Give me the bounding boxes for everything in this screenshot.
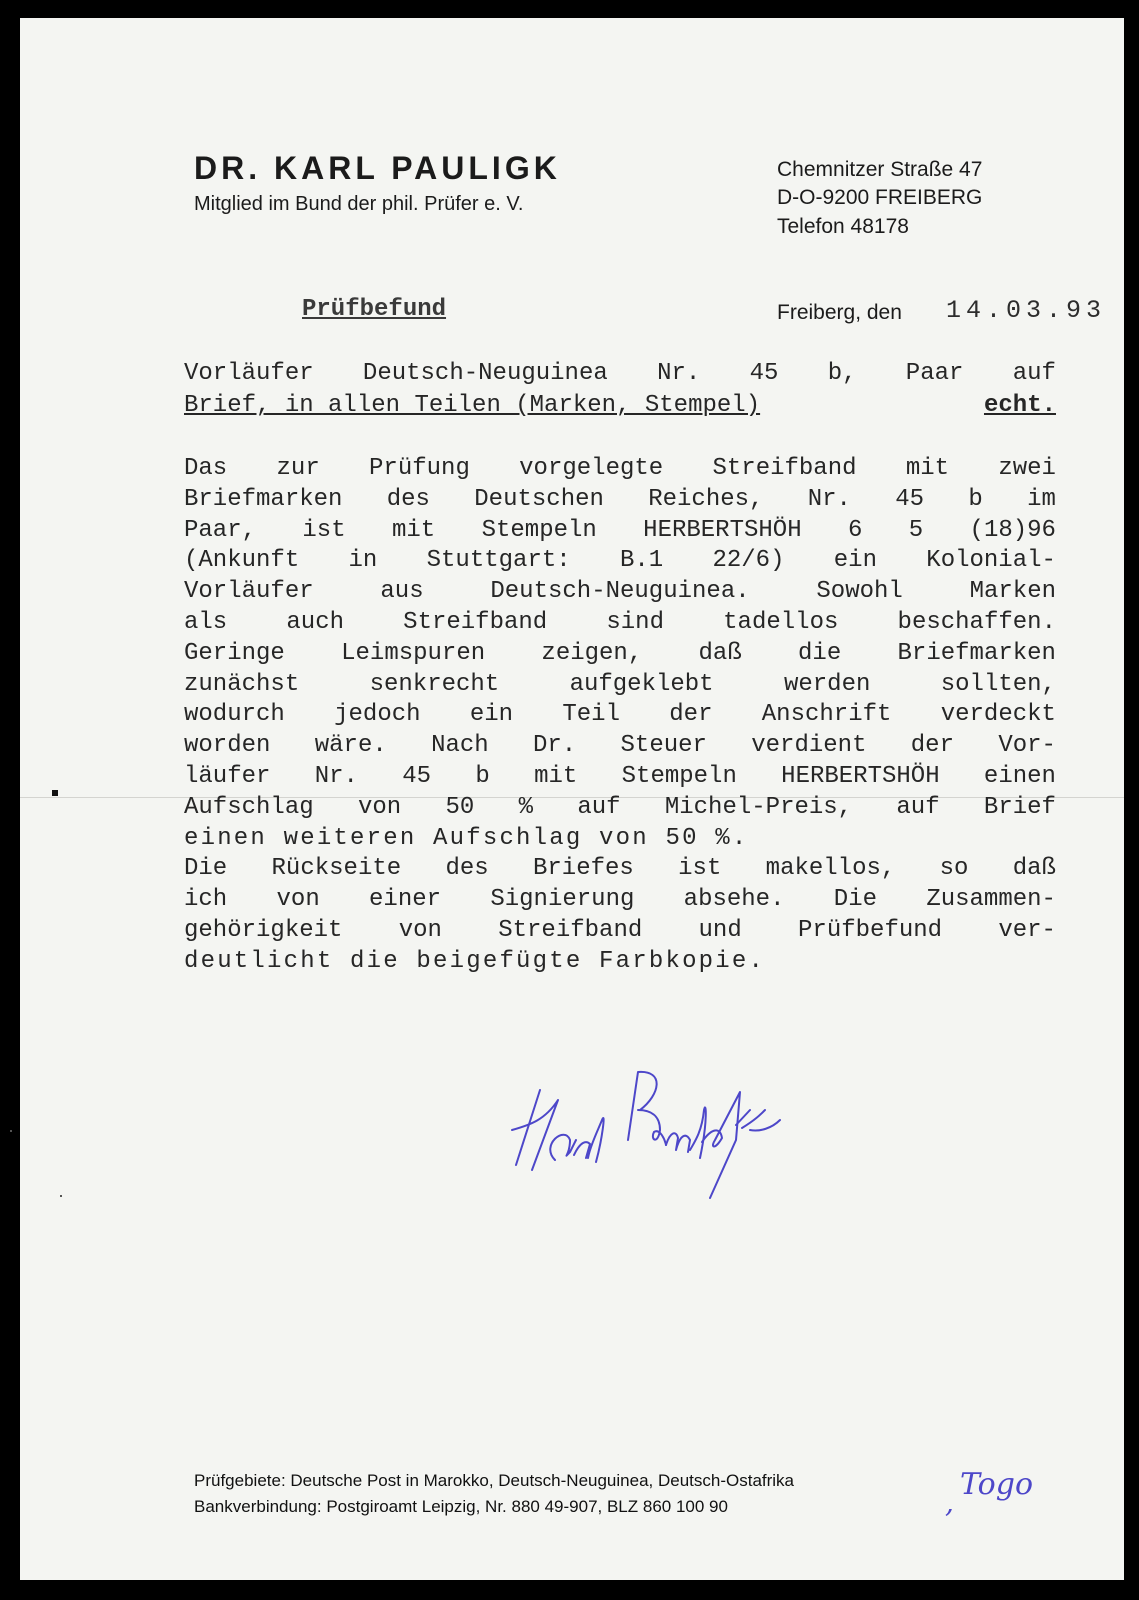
word: zunächst [184,670,300,698]
word: makellos, [765,855,896,883]
word: Rückseite [271,855,402,883]
body-line [184,640,1056,667]
word: 6 [847,516,863,544]
word: mit [391,516,436,544]
word: Streifband [403,609,548,636]
word: 45 [895,485,925,513]
hole-mark [52,790,58,796]
body-line [184,671,1056,698]
word: daß [1012,855,1056,883]
body-line: einen weiteren Aufschlag von 50 %. [184,824,749,852]
word: b, [827,360,857,387]
body-line [184,886,1056,913]
word: Signierung [490,886,635,914]
word: worden [184,732,271,760]
speck [60,1195,62,1197]
word: Paar [905,360,964,387]
word: Kolonial- [926,547,1056,575]
word: läufer [184,763,271,790]
word: Vorläufer [184,360,314,387]
summary-line-2-main: Brief, in allen Teilen (Marken, Stempel) [184,392,761,419]
word: die [798,639,842,667]
body-line [184,486,1056,513]
speck [10,1130,12,1132]
word: Briefmarken [184,485,343,513]
word: sind [606,609,664,636]
word: Stempeln [621,763,737,790]
word: Sowohl [816,578,903,606]
word: aus [380,578,424,606]
footer-handwritten-comma: , [945,1486,954,1519]
word: ein [833,547,877,575]
word: Vorläufer [184,578,314,606]
body-line [184,517,1056,544]
word: auf [1012,360,1056,387]
word: tadellos [723,609,839,636]
word: ich [184,886,228,914]
word: Geringe [184,639,285,667]
word: zur [276,455,320,482]
body-line: deutlicht die beigefügte Farbkopie. [184,947,766,975]
membership-line: Mitglied im Bund der phil. Prüfer e. V. [194,193,524,215]
summary-line-1 [184,360,1056,387]
word: Marken [969,578,1056,606]
word: absehe. [683,886,785,914]
body-line [184,455,1056,482]
word: Deutsch-Neuguinea [362,360,608,387]
body-line [184,855,1056,882]
address-city: D-O-9200 FREIBERG [777,186,983,209]
word: Deutsch-Neuguinea. [490,578,750,606]
word: ver- [998,917,1056,944]
word: auch [286,609,344,636]
word: des [386,485,430,513]
word: Aufschlag [184,793,314,821]
footer-fields: Prüfgebiete: Deutsche Post in Marokko, Deutsch-Neuguinea, Deutsch-Ostafrika [194,1471,795,1490]
word: Stempeln [481,516,597,544]
word: der [910,732,954,760]
word: auf [577,793,621,821]
word: Zusammen- [926,886,1056,914]
body-line [184,732,1056,759]
word: % [518,793,533,821]
word: im [1027,485,1056,513]
word: 45 [402,763,432,790]
word: 5 [908,516,924,544]
word: ist [678,855,722,883]
word: der [669,701,713,729]
word: 45 [749,360,779,387]
word: daß [698,639,742,667]
word: Brief [983,793,1056,821]
word: (18)96 [969,516,1056,544]
word: Nr. [314,763,358,790]
address-phone: Telefon 48178 [777,215,909,238]
word: mit [905,455,950,482]
word: und [698,917,742,944]
word: vorgelegte [519,455,664,482]
word: von [276,886,320,914]
address-street: Chemnitzer Straße 47 [777,158,983,181]
word: wäre. [314,732,387,760]
word: ein [469,701,514,729]
word: Die [184,855,228,883]
word: B.1 [619,547,664,575]
word: Stuttgart: [426,547,571,575]
word: Leimspuren [341,639,486,667]
word: sollten, [940,670,1056,698]
body-line [184,763,1056,790]
word: Prüfbefund [798,917,943,944]
summary-verdict: echt. [983,392,1056,419]
signature-image [510,1070,840,1200]
body-line [184,794,1056,821]
word: senkrecht [369,670,500,698]
word: Prüfung [369,455,470,482]
word: Streifband [712,455,857,482]
word: Dr. [532,732,577,760]
word: Steuer [620,732,707,760]
word: Teil [562,701,620,729]
footer-handwritten-addition: Togo [960,1467,1034,1502]
word: Streifband [498,917,643,944]
word: Briefes [533,855,634,883]
document-title: Prüfbefund [302,296,447,323]
date-label: Freiberg, den [777,301,902,324]
word: mit [534,763,578,790]
footer-bank: Bankverbindung: Postgiroamt Leipzig, Nr. 880 49-907, BLZ 860 100 90 [194,1497,728,1516]
word: des [445,855,489,883]
word: Deutschen [474,485,604,513]
word: von [398,917,442,944]
summary-line-2 [184,392,1056,419]
word: so [939,855,969,883]
word: einen [983,763,1056,790]
word: zwei [998,455,1056,482]
word: auf [896,793,940,821]
word: aufgeklebt [569,670,714,698]
word: als [184,609,228,636]
word: Briefmarken [897,639,1056,667]
word: Vor- [998,732,1056,760]
word: ist [302,516,346,544]
word: werden [783,670,871,698]
word: 50 [445,793,475,821]
word: Nr. [807,485,851,513]
word: HERBERTSHÖH [781,763,940,790]
word: b [968,485,983,513]
word: von [357,793,402,821]
word: b [475,763,490,790]
word: in [348,547,378,575]
word: zeigen, [541,639,643,667]
word: einer [369,886,442,914]
body-line [184,701,1056,728]
word: Michel-Preis, [664,793,853,821]
word: Anschrift [761,701,892,729]
word: verdeckt [940,701,1056,729]
word: (Ankunft [184,547,300,575]
word: Die [833,886,878,914]
date-value: 14.03.93 [946,296,1107,325]
word: verdient [751,732,867,760]
word: HERBERTSHÖH [643,516,802,544]
word: beschaffen. [897,609,1056,636]
word: wodurch [184,701,285,729]
word: Nr. [657,360,701,387]
word: jedoch [334,701,421,729]
word: Das [184,455,228,482]
word: 22/6) [712,547,785,575]
body-line [184,547,1056,574]
body-line [184,917,1056,944]
body-line [184,578,1056,605]
word: Paar, [184,516,257,544]
word: Nach [431,732,489,760]
body-line [184,609,1056,636]
examiner-name: DR. KARL PAULIGK [194,150,561,186]
word: Reiches, [648,485,764,513]
word: gehörigkeit [184,917,343,944]
